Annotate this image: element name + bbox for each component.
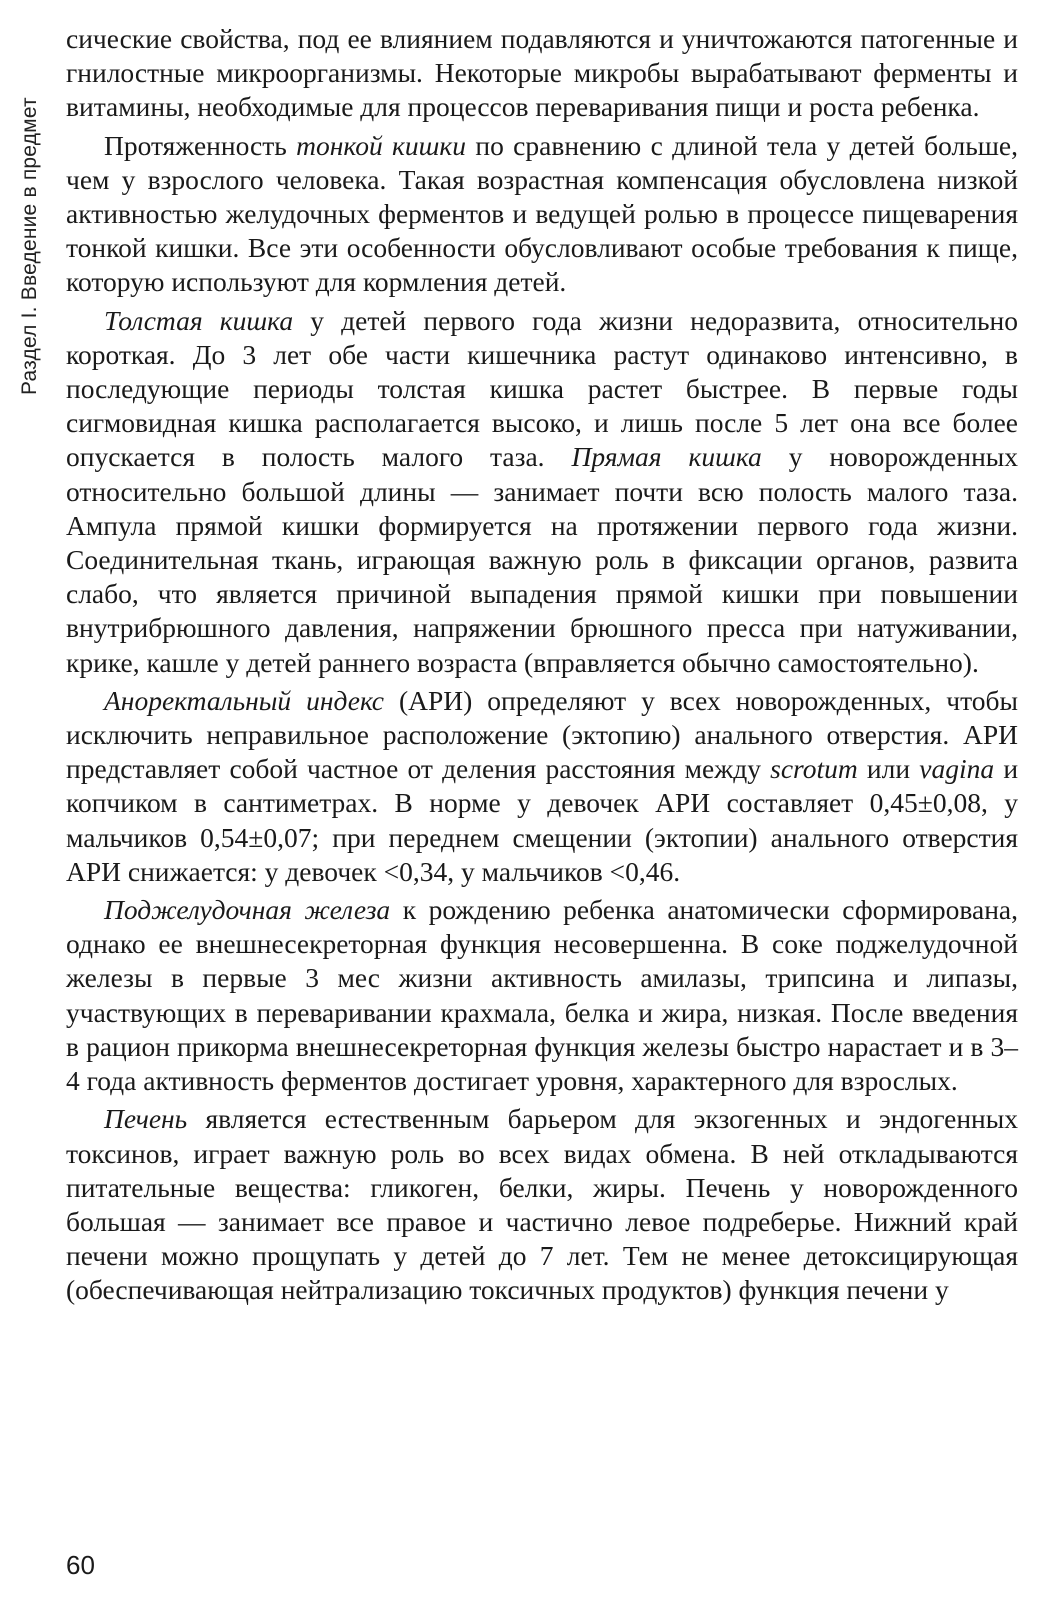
paragraph-pancreas	[66, 893, 1018, 1098]
paragraph-text: является естественным барьером для экзогенных и эндогенных токсинов, играет важную роль во всех видах обмена. В ней откладываются питательные вещества: гликоген, белки, жиры. Печень у новорожденного большая — занимает все правое и частично левое подреберье. Нижний край печени можно прощупать у детей до 7 лет. Тем не менее детоксицирующая (обеспечивающая нейтрализацию токсичных продуктов) функция печени у	[66, 1103, 1018, 1306]
paragraph-text: или	[866, 753, 911, 785]
term-liver: Печень	[104, 1103, 188, 1135]
page-number: 60	[66, 1550, 95, 1580]
page-body	[66, 22, 1018, 1312]
paragraph-text: (АРИ) определяют у всех новорожденных, чтобы исключить неправильное расположение (эктопию) анального отверстия. АРИ представляет собой частное от деления расстояния между	[66, 684, 1018, 785]
paragraph-lead: Протяженность	[104, 129, 287, 161]
paragraph-microflora	[66, 22, 1018, 125]
term-small-intestine: тонкой кишки	[296, 129, 467, 161]
paragraph-text: к рождению ребенка анатомически сформирована, однако ее внешнесекреторная функция несовершенна. В соке поджелудочной железы в первые 3 мес жизни активность амилазы, трипсина и липазы, участвующих в переваривании крахмала, белка и жира, низкая. После введения в рацион прикорма внешнесекреторная функция железы быстро нарастает и в 3–4 года активность ферментов достигает уровня, характерного для взрослых.	[66, 894, 1018, 1097]
term-anorectal-index: Аноректальный индекс	[104, 684, 384, 716]
paragraph-anorectal-index	[66, 684, 1018, 889]
paragraph-large-intestine	[66, 304, 1018, 680]
term-pancreas: Поджелудочная железа	[104, 894, 391, 926]
term-scrotum: scrotum	[770, 753, 858, 785]
term-vagina: vagina	[919, 753, 995, 785]
paragraph-liver	[66, 1102, 1018, 1307]
term-large-intestine: Толстая кишка	[104, 304, 294, 336]
paragraph-text: и копчиком в сантиметрах. В норме у девочек АРИ составляет 0,45±0,08, у мальчиков 0,54±0,07; при переднем смещении (эктопии) анального отверстия АРИ снижается: у девочек <0,34, у мальчиков <0,46.	[66, 753, 1019, 887]
paragraph-text: сические свойства, под ее влиянием подавляются и уничтожаются патогенные и гнилостные микроорганизмы. Некоторые микробы вырабатывают ферменты и витамины, необходимые для процессов переваривания пищи и роста ребенка.	[66, 23, 1018, 123]
paragraph-text: по сравнению с длиной тела у детей больше, чем у взрослого человека. Такая возрастная компенсация обусловлена низкой активностью желудочных ферментов и ведущей ролью в процессе пищеварения тонкой кишки. Все эти особенности обусловливают особые требования к пище, которую используют для кормления детей.	[66, 129, 1019, 298]
paragraph-text: у детей первого года жизни недоразвита, относительно короткая. До 3 лет обе части кишечника растут одинаково интенсивно, в последующие периоды толстая кишка растет быстрее. В первые годы сигмовидная кишка располагается высоко, и лишь после 5 лет она все более опускается в полость малого таза.	[66, 304, 1019, 473]
running-head: Раздел I. Введение в предмет	[18, 97, 41, 395]
paragraph-text: у новорожденных относительно большой длины — занимает почти всю полость малого таза. Ампула прямой кишки формируется на протяжении первого года жизни. Соединительная ткань, играющая важную роль в фиксации органов, развита слабо, что является причиной выпадения прямой кишки при повышении внутрибрюшного давления, напряжении брюшного пресса при натуживании, крике, кашле у детей раннего возраста (вправляется обычно самостоятельно).	[66, 441, 1019, 678]
term-rectum: Прямая кишка	[571, 441, 762, 473]
paragraph-small-intestine	[66, 129, 1018, 300]
